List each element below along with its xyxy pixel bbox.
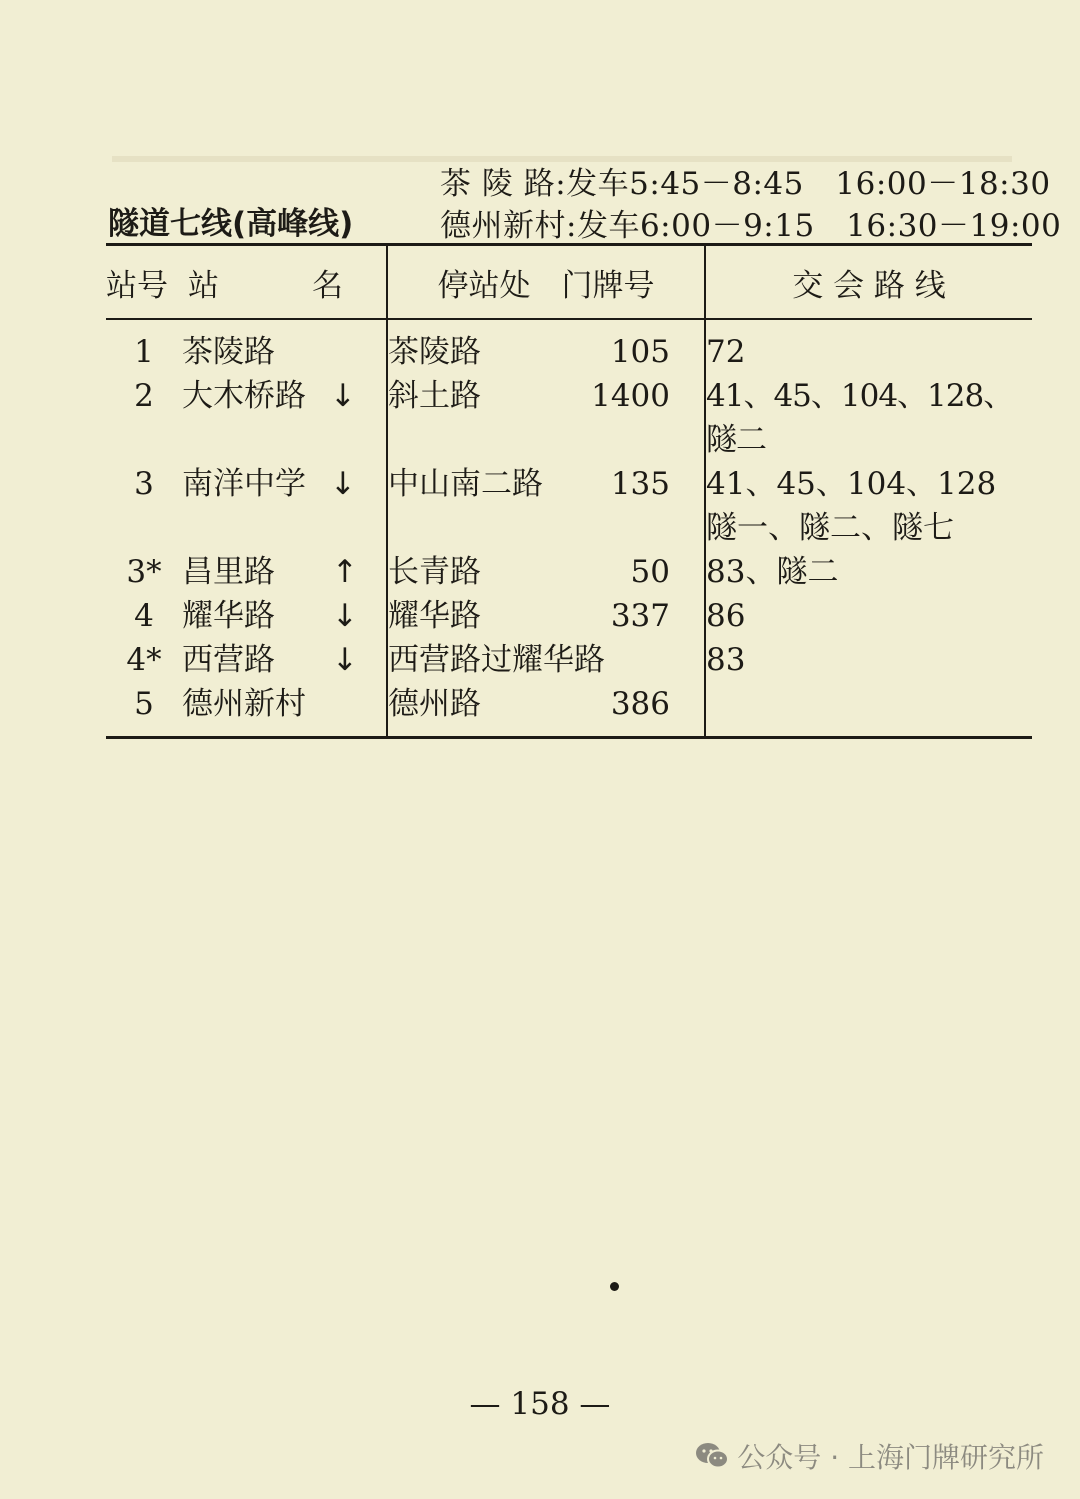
header-stop-location: 停站处 门牌号	[387, 245, 705, 320]
watermark	[695, 1436, 1044, 1476]
stop-location	[387, 374, 705, 462]
station-number: 4*	[126, 642, 162, 678]
stop-location	[387, 550, 705, 594]
stop-road: 斜土路	[388, 378, 481, 414]
stop-location	[387, 319, 705, 374]
table-row	[106, 682, 1032, 738]
door-number: 386	[610, 686, 670, 722]
stop-road: 西营路过耀华路	[388, 642, 605, 678]
stop-location	[387, 638, 705, 682]
table-row	[106, 594, 1032, 638]
station-name-text: 德州新村	[182, 686, 306, 722]
direction-arrow-icon: ↑	[332, 554, 358, 590]
schedule-times: 6:00－9:15 16:30－19:00	[639, 208, 1062, 244]
schedule-times: 5:45－8:45 16:00－18:30	[629, 166, 1051, 202]
stop-road: 中山南二路	[388, 466, 543, 502]
door-number: 337	[610, 598, 670, 634]
station-name-text: 西营路	[182, 642, 275, 678]
table-row	[106, 374, 1032, 462]
table-row	[106, 638, 1032, 682]
page-number: — 158 —	[469, 1386, 611, 1422]
schedule-line-1	[440, 158, 1051, 203]
connecting-lines: 86	[705, 594, 1032, 638]
station-number: 4	[134, 598, 154, 634]
station-name-text: 南洋中学	[182, 466, 306, 502]
wechat-icon	[695, 1442, 729, 1470]
stop-location	[387, 682, 705, 738]
connecting-lines: 72	[705, 319, 1032, 374]
station-number: 3	[134, 466, 154, 502]
schedule-station: 德州新村:发车	[440, 208, 640, 244]
station-name	[182, 550, 387, 594]
header-connecting-lines: 交 会 路 线	[705, 245, 1032, 320]
station-number: 5	[106, 682, 182, 738]
header-station-number: 站号	[106, 245, 182, 320]
stop-location	[387, 462, 705, 550]
station-name	[182, 374, 387, 462]
route-table	[106, 243, 1032, 739]
stop-road: 德州路	[388, 686, 481, 722]
station-name	[182, 682, 387, 738]
schedule-station: 茶 陵 路:发车	[440, 166, 630, 202]
header-station-name: 站 名	[182, 245, 387, 320]
route-title: 隧道七线(高峰线)	[108, 206, 354, 242]
stop-road: 长青路	[388, 554, 481, 590]
connecting-lines: 83	[705, 638, 1032, 682]
station-name	[182, 638, 387, 682]
stop-road: 茶陵路	[388, 334, 481, 370]
station-number: 3*	[126, 554, 162, 590]
direction-arrow-icon: ↓	[330, 466, 356, 502]
station-name-text: 大木桥路	[182, 378, 306, 414]
connecting-lines: 41、45、104、128 隧一、隧二、隧七	[705, 462, 1032, 550]
ink-spot	[610, 1282, 619, 1291]
table-row	[106, 319, 1032, 374]
schedule-line-2	[440, 200, 1061, 245]
direction-arrow-icon: ↓	[332, 642, 358, 678]
stop-location	[387, 594, 705, 638]
table-row	[106, 550, 1032, 594]
station-name-text: 茶陵路	[182, 334, 275, 370]
stop-road: 耀华路	[388, 598, 481, 634]
connecting-lines	[705, 682, 1032, 738]
direction-arrow-icon: ↓	[330, 378, 356, 414]
connecting-lines: 83、隧二	[705, 550, 1032, 594]
direction-arrow-icon: ↓	[332, 598, 358, 634]
door-number: 1400	[591, 378, 670, 414]
door-number: 135	[610, 466, 670, 502]
station-name	[182, 319, 387, 374]
table-row	[106, 462, 1032, 550]
connecting-lines: 41、45、104、128、隧二	[705, 374, 1032, 462]
door-number: 105	[610, 334, 670, 370]
station-name	[182, 594, 387, 638]
station-name	[182, 462, 387, 550]
station-number: 1	[134, 334, 154, 370]
watermark-text: 公众号 · 上海门牌研究所	[737, 1441, 1044, 1474]
station-name-text: 耀华路	[182, 598, 275, 634]
door-number: 50	[630, 554, 670, 590]
table-header-row	[106, 245, 1032, 320]
station-name-text: 昌里路	[182, 554, 275, 590]
station-number: 2	[134, 378, 154, 414]
